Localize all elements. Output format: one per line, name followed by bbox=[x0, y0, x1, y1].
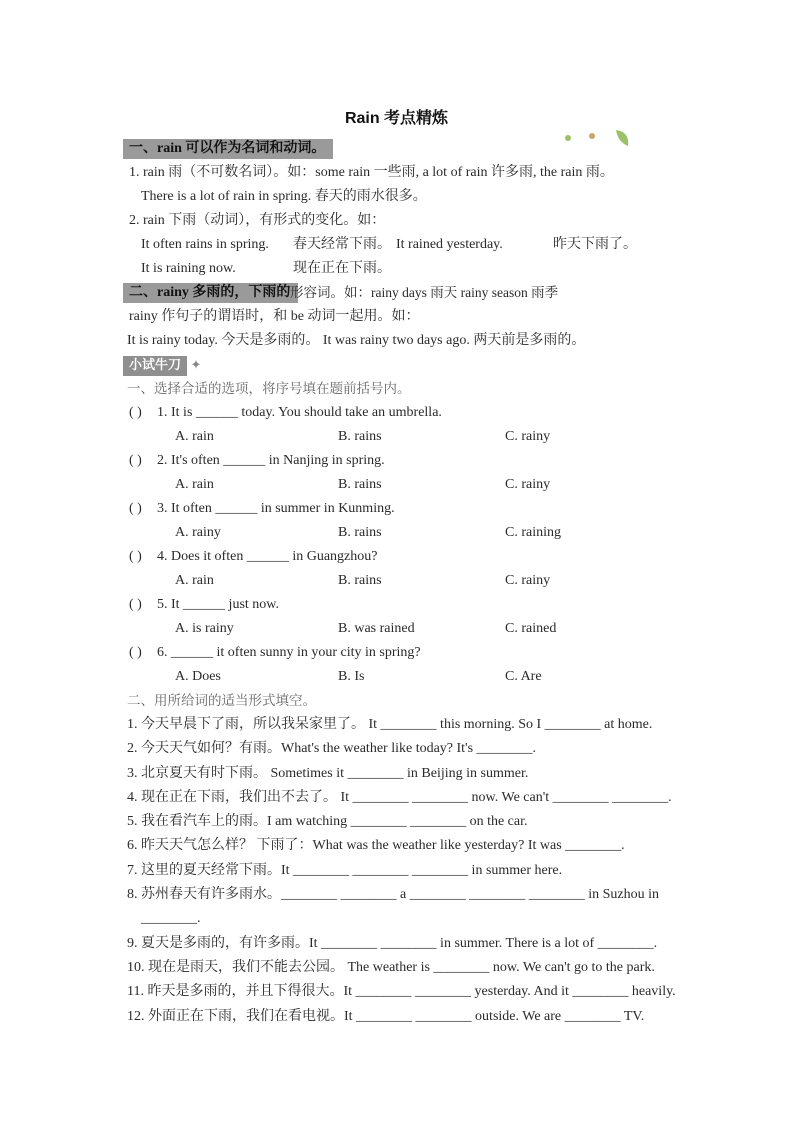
text: 2. rain 下雨（动词），有形式的变化。如： bbox=[129, 213, 386, 228]
fill-text: 10. 现在是雨天，我们不能去公园。 The weather is ________ now. We can't go to the park. bbox=[127, 959, 655, 975]
option-c: C. rainy bbox=[505, 477, 551, 492]
option-b: B. was rained bbox=[338, 621, 415, 636]
answer-paren[interactable]: ( ) bbox=[129, 549, 142, 564]
text: 1. rain 雨（不可数名词）。如：some rain 一些雨, a lot of rain 许多雨, the rain 雨。 bbox=[129, 165, 614, 180]
answer-paren[interactable]: ( ) bbox=[129, 453, 142, 468]
fill-text: 4. 现在正在下雨，我们出不去了。 It ________ ________ now. We can't ________ ________. bbox=[127, 789, 672, 805]
option-a: A. rain bbox=[175, 477, 214, 492]
question-text: 4. Does it often ______ in Guangzhou? bbox=[157, 549, 378, 564]
answer-paren[interactable]: ( ) bbox=[129, 405, 142, 420]
text: rainy 作句子的谓语时，和 be 动词一起用。如： bbox=[129, 309, 420, 324]
fill-text: 6. 昨天天气怎么样？ 下雨了：What was the weather like yesterday? It was ________. bbox=[127, 838, 625, 854]
section1-line5 bbox=[123, 257, 673, 281]
text: There is a lot of rain in spring. 春天的雨水很多。 bbox=[141, 189, 427, 204]
text: It is rainy today. 今天是多雨的。 It was rainy two days ago. 两天前是多雨的。 bbox=[127, 333, 586, 348]
fill-item[interactable] bbox=[123, 810, 673, 834]
question-6 bbox=[123, 641, 673, 689]
fill-item[interactable] bbox=[123, 956, 673, 980]
option-c: C. Are bbox=[505, 669, 542, 684]
option-b: B. rains bbox=[338, 429, 382, 444]
fill-text: 1. 今天早晨下了雨，所以我呆家里了。 It ________ this morning. So I ________ at home. bbox=[127, 717, 653, 732]
practice-tag: 小试牛刀 bbox=[123, 356, 187, 376]
fill-text: 5. 我在看汽车上的雨。I am watching ________ ________ on the car. bbox=[127, 814, 528, 830]
answer-paren[interactable]: ( ) bbox=[129, 597, 142, 612]
section1-header-line bbox=[123, 137, 673, 161]
part2-heading-line bbox=[123, 689, 673, 713]
fill-item[interactable] bbox=[123, 1005, 673, 1029]
question-5 bbox=[123, 593, 673, 641]
part2-heading: 二、用所给词的适当形式填空。 bbox=[127, 693, 316, 708]
answer-paren[interactable]: ( ) bbox=[129, 645, 142, 660]
option-b: B. rains bbox=[338, 573, 382, 588]
option-b: B. rains bbox=[338, 477, 382, 492]
question-text: 5. It ______ just now. bbox=[157, 597, 279, 612]
worksheet-content bbox=[123, 137, 676, 1029]
option-a: A. rain bbox=[175, 429, 214, 444]
question-3 bbox=[123, 497, 673, 545]
fill-item[interactable] bbox=[123, 932, 673, 956]
section1-line3 bbox=[123, 209, 673, 233]
practice-tag-line bbox=[123, 353, 673, 377]
section1-line4 bbox=[123, 233, 673, 257]
sparkle-icon: ✦ bbox=[190, 357, 202, 372]
section2-header: 二、rainy 多雨的，下雨的 bbox=[123, 283, 298, 303]
section2-header-line bbox=[123, 281, 673, 305]
section2-line2 bbox=[123, 305, 673, 329]
question-4 bbox=[123, 545, 673, 593]
option-a: A. is rainy bbox=[175, 621, 234, 636]
option-a: A. Does bbox=[175, 669, 221, 684]
fill-text: 9. 夏天是多雨的，有许多雨。It ________ ________ in summer. There is a lot of ________. bbox=[127, 935, 658, 951]
text: 春天经常下雨。 bbox=[293, 237, 391, 252]
question-text: 1. It is ______ today. You should take an umbrella. bbox=[157, 405, 442, 420]
option-b: B. rains bbox=[338, 525, 382, 540]
section1-header: 一、rain 可以作为名词和动词。 bbox=[123, 139, 333, 159]
option-c: C. raining bbox=[505, 525, 561, 540]
fill-text: 11. 昨天是多雨的，并且下得很大。It ________ ________ yesterday. And it ________ heavily. bbox=[127, 984, 676, 1000]
section1-line1 bbox=[123, 161, 673, 185]
fill-text: 12. 外面正在下雨，我们在看电视。It ________ ________ outside. We are ________ TV. bbox=[127, 1008, 645, 1024]
question-2 bbox=[123, 449, 673, 497]
fill-in-list bbox=[123, 713, 676, 1029]
option-c: C. rainy bbox=[505, 573, 551, 588]
fill-item[interactable] bbox=[123, 762, 673, 786]
question-1 bbox=[123, 401, 673, 449]
option-a: A. rainy bbox=[175, 525, 221, 540]
part1-heading-line bbox=[123, 377, 673, 401]
option-a: A. rain bbox=[175, 573, 214, 588]
fill-text: 7. 这里的夏天经常下雨。It ________ ________ ________ in summer here. bbox=[127, 862, 563, 878]
question-text: 2. It's often ______ in Nanjing in spring. bbox=[157, 453, 385, 468]
fill-item[interactable] bbox=[123, 786, 673, 810]
text: It rained yesterday. bbox=[396, 237, 503, 252]
fill-item[interactable] bbox=[123, 859, 673, 883]
option-c: C. rainy bbox=[505, 429, 551, 444]
section2-line3 bbox=[123, 329, 673, 353]
text: 现在正在下雨。 bbox=[293, 261, 391, 276]
text: It is raining now. bbox=[141, 261, 236, 276]
fill-item[interactable] bbox=[123, 883, 673, 907]
fill-text: ________. bbox=[141, 911, 201, 927]
option-c: C. rained bbox=[505, 621, 557, 636]
text: 昨天下雨了。 bbox=[553, 237, 637, 252]
section1-line2 bbox=[123, 185, 673, 209]
fill-item-continued[interactable] bbox=[123, 907, 673, 931]
page-title: Rain 考点精炼 bbox=[344, 110, 449, 127]
text: It often rains in spring. bbox=[141, 237, 269, 252]
fill-item[interactable] bbox=[123, 737, 673, 761]
question-text: 6. ______ it often sunny in your city in spring? bbox=[157, 645, 421, 660]
fill-text: 8. 苏州春天有许多雨水。________ ________ a ________ ________ ________ in Suzhou in bbox=[127, 887, 659, 903]
answer-paren[interactable]: ( ) bbox=[129, 501, 142, 516]
fill-item[interactable] bbox=[123, 980, 676, 1004]
option-b: B. Is bbox=[338, 669, 365, 684]
text: 形容词。如：rainy days 雨天 rainy season 雨季 bbox=[290, 285, 559, 300]
question-text: 3. It often ______ in summer in Kunming. bbox=[157, 501, 395, 516]
part1-heading: 一、选择合适的选项，将序号填在题前括号内。 bbox=[127, 381, 411, 396]
fill-text: 2. 今天天气如何？有雨。What's the weather like today? It's ________. bbox=[127, 741, 537, 757]
fill-text: 3. 北京夏天有时下雨。 Sometimes it ________ in Beijing in summer. bbox=[127, 765, 529, 781]
fill-item[interactable] bbox=[123, 834, 673, 858]
fill-item[interactable] bbox=[123, 713, 673, 737]
